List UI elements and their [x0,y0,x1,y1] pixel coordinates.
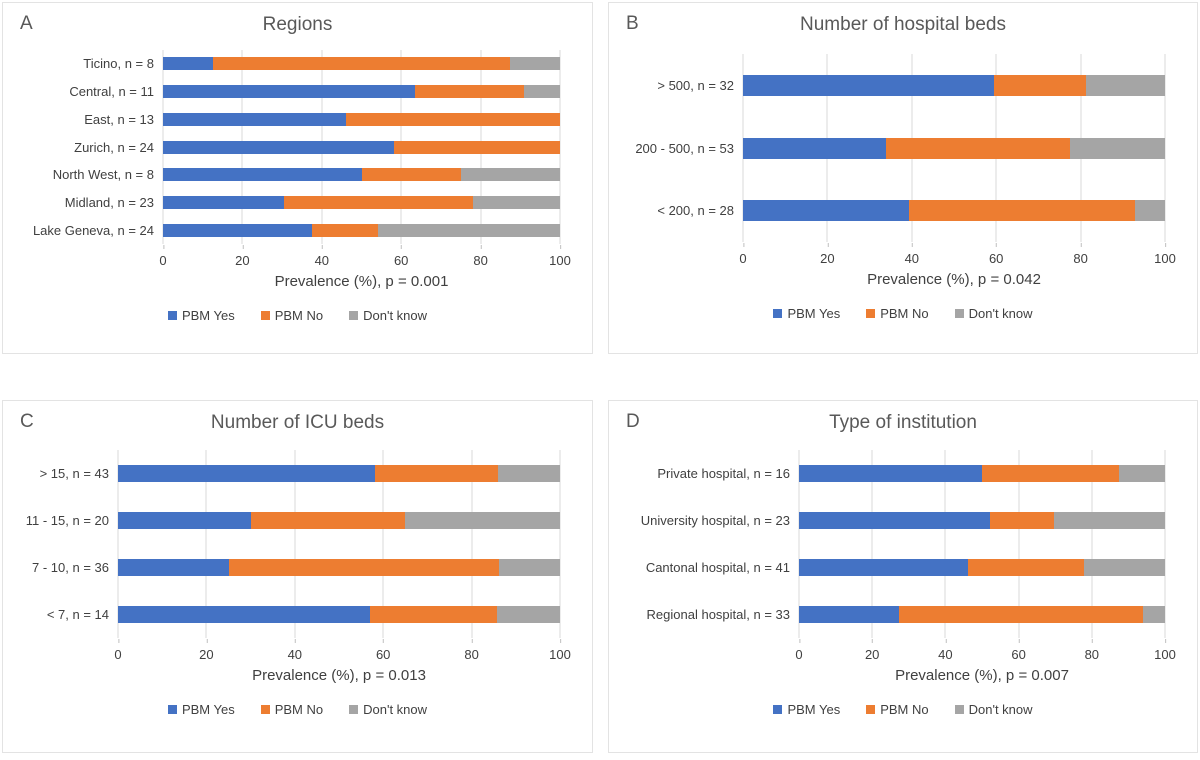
bar-segment-pbm-no [886,138,1069,159]
x-axis [159,251,571,268]
x-tick-label: 80 [473,253,488,268]
panel-letter: D [626,411,640,432]
legend-marker-pbm-no [261,311,270,320]
x-tick-label: 100 [549,647,571,662]
x-tick-label: 100 [1154,251,1176,266]
chart-row [13,497,560,544]
stacked-bar-chart [13,50,560,244]
bar-segment-pbm-yes [163,196,284,209]
bar-segment-don-t-know [497,606,560,623]
x-axis [114,645,571,662]
stacked-bar-chart [619,450,1165,638]
bar-segment-don-t-know [510,57,560,70]
panel-hospital-beds [608,2,1198,354]
legend-marker-pbm-yes [773,705,782,714]
x-tick-label: 40 [287,647,303,662]
category-label: Cantonal hospital, n = 41 [645,560,790,575]
chart-row [13,50,560,78]
bar-segment-pbm-yes [118,465,375,482]
bar-segment-don-t-know [1143,606,1165,623]
bar-segment-pbm-no [415,85,523,98]
bar-track [163,113,560,126]
x-axis-label: Prevalence (%), p = 0.001 [274,273,449,290]
bar-track [799,512,1165,529]
legend-item-don-t-know [955,306,1033,321]
bar-track [743,75,1165,96]
stacked-bar-chart [619,54,1165,242]
bar-track [743,200,1165,221]
x-tick-label: 20 [820,251,835,266]
legend-marker-pbm-yes [773,309,782,318]
chart-row [13,78,560,106]
legend-label: PBM Yes [181,702,235,717]
bar-segment-don-t-know [1135,200,1165,221]
bar-segment-pbm-yes [799,559,968,576]
legend-marker-pbm-no [866,309,875,318]
legend-item-pbm-yes [773,306,840,321]
category-label: East, n = 13 [84,111,154,127]
bar-segment-pbm-yes [118,559,229,576]
bar-track [163,168,560,181]
legend-label: Don't know [968,702,1033,717]
legend-item-don-t-know [349,308,427,323]
x-tick-label: 100 [549,253,571,268]
x-tick-label: 80 [1084,647,1100,662]
legend-label: PBM No [880,306,929,321]
legend-marker-pbm-yes [168,311,177,320]
panel-title: Number of hospital beds [800,14,1006,35]
legend [609,702,1197,717]
x-tick-label: 0 [795,647,803,662]
x-tick-label: 60 [1011,647,1026,662]
bar-track [799,559,1165,576]
legend-item-pbm-no [261,702,323,717]
x-tick-label: 0 [159,253,167,268]
bar-track [163,196,560,209]
x-tick-label: 80 [464,647,479,662]
bar-segment-pbm-no [899,606,1143,623]
bar-track [118,559,560,576]
panel-institution-type [608,400,1198,753]
chart-row [13,133,560,161]
x-axis-label: Prevalence (%), p = 0.007 [895,667,1069,684]
chart-row [13,591,560,638]
chart-row [619,179,1165,242]
category-label: Central, n = 11 [69,84,154,100]
bar-segment-pbm-no [990,512,1054,529]
bar-segment-pbm-no [375,465,498,482]
bar-track [163,57,560,70]
panel-icu-beds [2,400,593,753]
bar-segment-pbm-yes [163,85,415,98]
x-tick-label: 0 [114,647,122,662]
x-axis-label: Prevalence (%), p = 0.042 [867,271,1041,288]
panel-letter: A [20,13,33,34]
category-label: 200 - 500, n = 53 [635,140,734,156]
category-label: North West, n = 8 [52,167,154,183]
bar-segment-pbm-no [968,559,1084,576]
panel-letter: C [20,411,34,432]
category-label: Lake Geneva, n = 24 [32,222,154,238]
x-tick-label: 100 [1154,647,1176,662]
chart-row [619,54,1165,117]
chart-row [13,105,560,133]
bar-track [163,224,560,237]
bar-segment-pbm-no [312,224,378,237]
category-label: > 500, n = 32 [657,77,734,93]
bar-segment-pbm-no [251,512,406,529]
bar-segment-pbm-no [909,200,1135,221]
bar-segment-pbm-yes [743,138,886,159]
bar-track [118,465,560,482]
bar-segment-pbm-no [284,196,474,209]
legend-item-pbm-no [261,308,323,323]
bar-track [163,85,560,98]
legend-item-pbm-yes [773,702,840,717]
legend-item-don-t-know [955,702,1033,717]
chart-row [13,189,560,217]
category-label: Ticino, n = 8 [83,56,154,72]
bar-track [799,606,1165,623]
bar-track [118,512,560,529]
x-axis [739,249,1176,266]
bar-segment-don-t-know [473,196,560,209]
legend-item-don-t-know [349,702,427,717]
bar-track [799,465,1165,482]
bar-segment-don-t-know [405,512,560,529]
bar-segment-pbm-yes [163,113,346,126]
chart-row [13,216,560,244]
bar-track [118,606,560,623]
legend-marker-pbm-yes [168,705,177,714]
bar-segment-pbm-yes [743,200,909,221]
bar-segment-don-t-know [1084,559,1165,576]
x-tick-label: 20 [199,647,214,662]
x-tick-label: 40 [314,253,330,268]
category-label: 7 - 10, n = 36 [32,560,109,575]
legend-item-pbm-no [866,306,928,321]
bar-segment-don-t-know [461,168,560,181]
x-tick-label: 0 [739,251,747,266]
x-tick-label: 60 [393,253,409,268]
bar-segment-pbm-no [346,113,560,126]
panel-regions [2,2,593,354]
bar-segment-don-t-know [524,85,560,98]
category-label: 11 - 15, n = 20 [25,513,109,528]
bar-segment-pbm-no [362,168,461,181]
category-label: < 7, n = 14 [46,607,109,622]
legend-marker-pbm-no [261,705,270,714]
chart-row [619,117,1165,180]
bar-segment-pbm-yes [163,141,394,154]
category-label: Private hospital, n = 16 [657,466,790,481]
panel-title: Regions [262,14,333,35]
category-label: Regional hospital, n = 33 [646,607,790,622]
x-tick-label: 40 [904,251,920,266]
bar-segment-don-t-know [378,224,560,237]
panel-title: Number of ICU beds [210,412,385,433]
legend-label: Don't know [968,306,1033,321]
bar-segment-pbm-no [370,606,496,623]
category-label: < 200, n = 28 [657,203,734,219]
x-tick-label: 60 [375,647,391,662]
bar-segment-pbm-yes [163,57,213,70]
x-axis-label: Prevalence (%), p = 0.013 [252,667,426,684]
bar-segment-don-t-know [1086,75,1165,96]
x-tick-label: 40 [938,647,953,662]
bar-segment-pbm-yes [743,75,994,96]
legend-item-pbm-yes [168,702,235,717]
legend-marker-don-t-know [349,705,358,714]
category-label: Zurich, n = 24 [74,139,154,155]
x-tick-label: 60 [988,251,1004,266]
bar-segment-pbm-no [213,57,511,70]
stacked-bar-chart [13,450,560,638]
chart-row [619,544,1165,591]
legend-item-pbm-yes [168,308,235,323]
legend-marker-don-t-know [955,309,964,318]
legend-label: PBM Yes [787,702,841,717]
x-axis [795,645,1176,662]
bar-segment-don-t-know [1070,138,1165,159]
bar-segment-pbm-yes [118,512,251,529]
bar-segment-pbm-yes [799,606,899,623]
legend [609,306,1197,321]
chart-row [13,544,560,591]
chart-row [13,161,560,189]
bar-segment-pbm-yes [118,606,370,623]
legend-label: Don't know [363,702,428,717]
bar-segment-pbm-no [994,75,1086,96]
legend [3,702,592,717]
bar-segment-pbm-yes [163,168,362,181]
legend-label: PBM No [274,308,324,323]
bar-track [743,138,1165,159]
bar-segment-don-t-know [1054,512,1165,529]
chart-row [619,591,1165,638]
bar-segment-pbm-no [982,465,1119,482]
x-tick-label: 20 [235,253,250,268]
bar-segment-pbm-no [394,141,560,154]
x-tick-label: 80 [1073,251,1088,266]
legend-marker-pbm-no [866,705,875,714]
panel-title: Type of institution [829,412,977,433]
bar-segment-pbm-no [229,559,499,576]
category-label: Midland, n = 23 [64,194,154,210]
legend-item-pbm-no [866,702,928,717]
bar-track [163,141,560,154]
legend-label: PBM No [274,702,324,717]
bar-segment-pbm-yes [799,465,982,482]
bar-segment-pbm-yes [163,224,312,237]
category-label: University hospital, n = 23 [640,513,790,528]
chart-row [619,497,1165,544]
legend [3,308,592,323]
bar-segment-don-t-know [498,465,560,482]
x-tick-label: 20 [864,647,880,662]
legend-label: PBM Yes [181,308,235,323]
legend-label: PBM No [880,702,929,717]
category-label: > 15, n = 43 [39,466,109,481]
bar-segment-pbm-yes [799,512,990,529]
bar-segment-don-t-know [499,559,560,576]
legend-marker-don-t-know [955,705,964,714]
chart-row [619,450,1165,497]
legend-marker-don-t-know [349,311,358,320]
panel-letter: B [626,13,639,34]
bar-segment-don-t-know [1119,465,1165,482]
chart-row [13,450,560,497]
legend-label: PBM Yes [787,306,841,321]
legend-label: Don't know [363,308,428,323]
